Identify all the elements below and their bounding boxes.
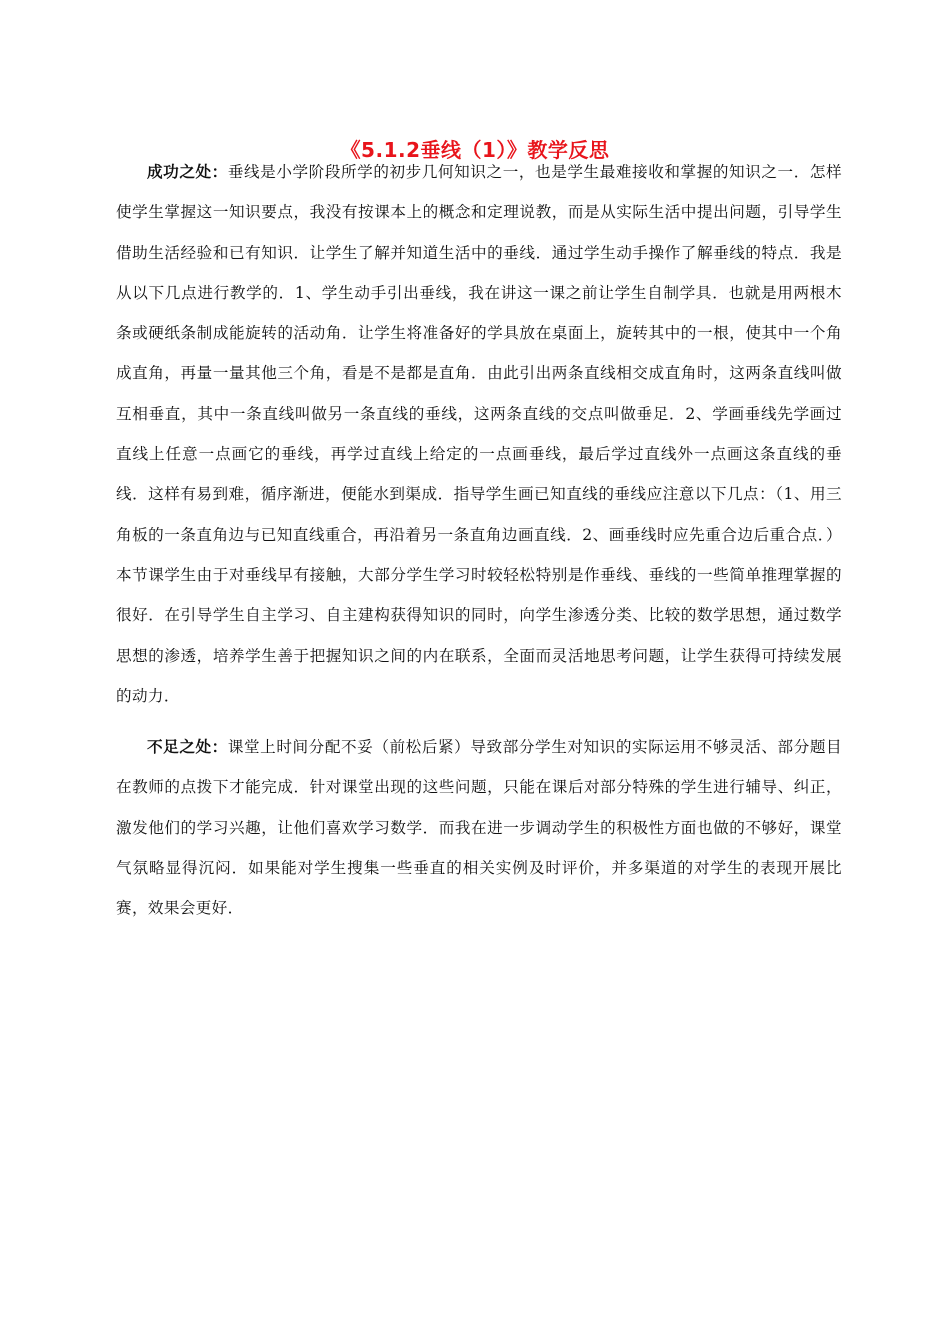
success-paragraph [116, 152, 842, 716]
shortcoming-heading: 不足之处： [147, 738, 228, 756]
shortcoming-paragraph [116, 727, 842, 928]
success-heading: 成功之处： [147, 163, 228, 181]
document-title: 《5.1.2垂线（1）》教学反思 [340, 138, 610, 163]
shortcoming-body: 课堂上时间分配不妥（前松后紧）导致部分学生对知识的实际运用不够灵活、部分题目在教师的点拨下才能完成．针对课堂出现的这些问题，只能在课后对部分特殊的学生进行辅导、纠正，激发他们的学习兴趣，让他们喜欢学习数学．而我在进一步调动学生的积极性方面也做的不够好，课堂气氛略显得沉闷．如果能对学生搜集一些垂直的相关实例及时评价，并多渠道的对学生的表现开展比赛，效果会更好． [116, 738, 842, 918]
success-body: 垂线是小学阶段所学的初步几何知识之一，也是学生最难接收和掌握的知识之一．怎样使学生掌握这一知识要点，我没有按课本上的概念和定理说教，而是从实际生活中提出问题，引导学生借助生活经验和已有知识．让学生了解并知道生活中的垂线．通过学生动手操作了解垂线的特点．我是从以下几点进行教学的．1、学生动手引出垂线，我在讲这一课之前让学生自制学具．也就是用两根木条或硬纸条制成能旋转的活动角．让学生将准备好的学具放在桌面上，旋转其中的一根，使其中一个角成直角，再量一量其他三个角，看是不是都是直角．由此引出两条直线相交成直角时，这两条直线叫做互相垂直，其中一条直线叫做另一条直线的垂线，这两条直线的交点叫做垂足．2、学画垂线先学画过直线上任意一点画它的垂线，再学过直线上给定的一点画垂线，最后学过直线外一点画这条直线的垂线．这样有易到难，循序渐进，便能水到渠成．指导学生画已知直线的垂线应注意以下几点：（1、用三角板的一条直角边与已知直线重合，再沿着另一条直角边画直线．2、画垂线时应先重合边后重合点．）本节课学生由于对垂线早有接触，大部分学生学习时较轻松特别是作垂线、垂线的一些简单推理掌握的很好．在引导学生自主学习、自主建构获得知识的同时，向学生渗透分类、比较的数学思想，通过数学思想的渗透，培养学生善于把握知识之间的内在联系，全面而灵活地思考问题，让学生获得可持续发展的动力． [116, 163, 842, 705]
